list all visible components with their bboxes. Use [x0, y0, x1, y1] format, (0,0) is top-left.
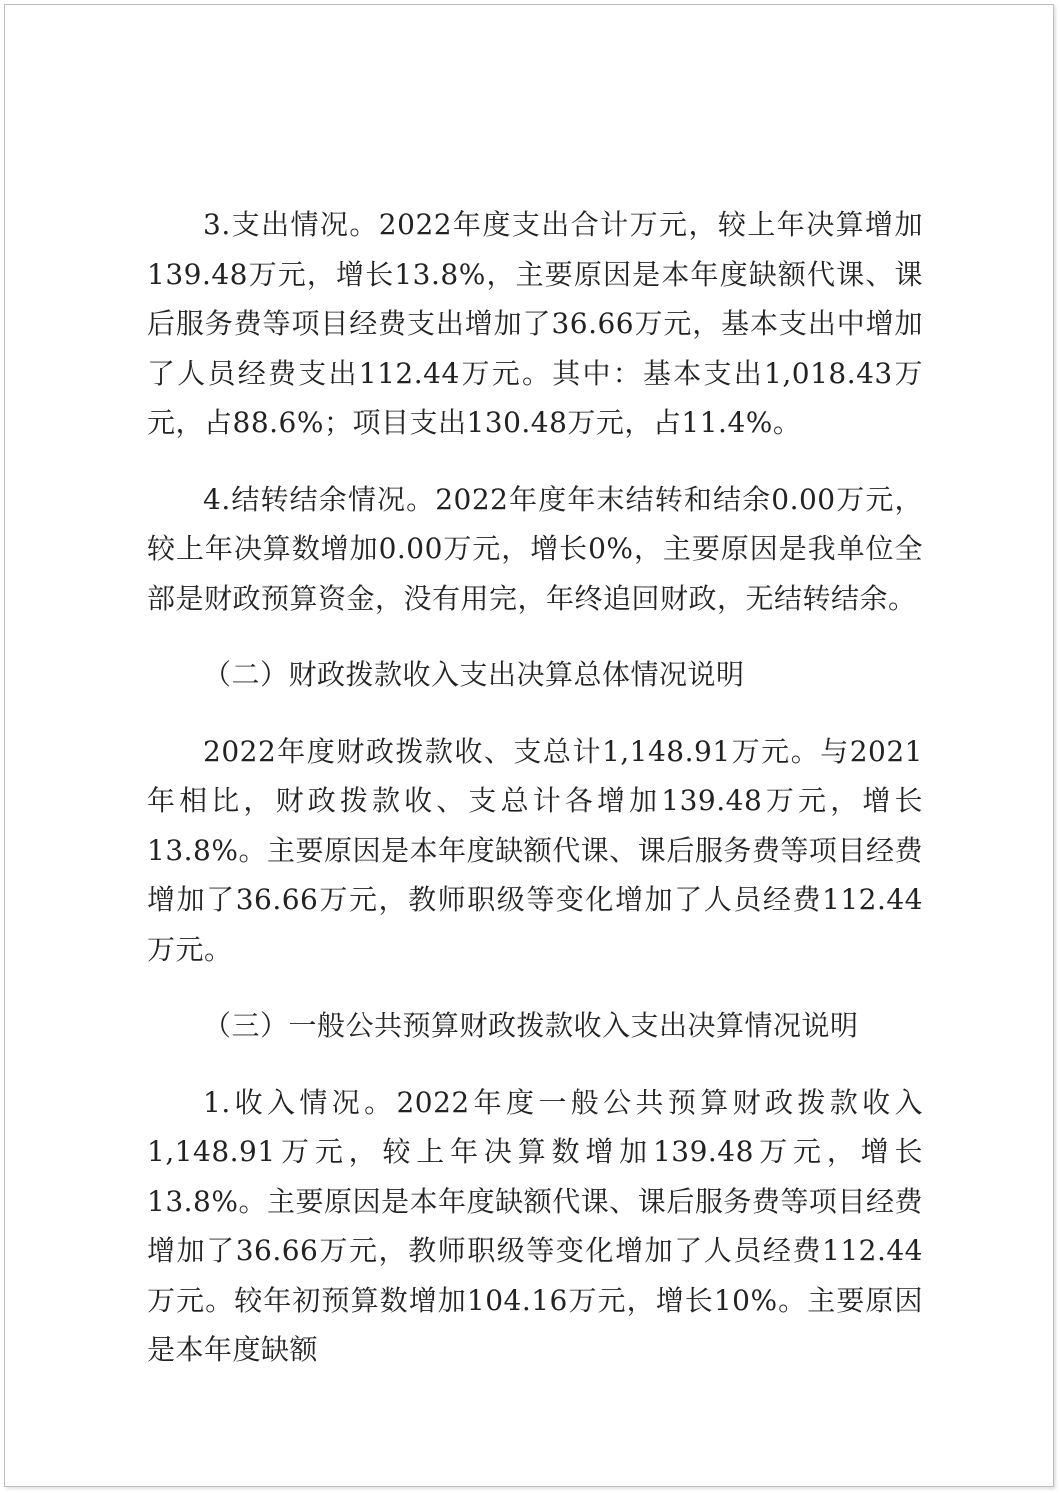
section-heading-general-budget: （三）一般公共预算财政拨款收入支出决算情况说明 — [203, 1009, 859, 1042]
section-heading-fiscal-overview: （二）财政拨款收入支出决算总体情况说明 — [203, 658, 745, 691]
paragraph-income: 1.收入情况。2022年度一般公共预算财政拨款收入1,148.91万元，较上年决算数增加139.48万元，增长13.8%。主要原因是本年度缺额代课、课后服务费等项目经费增加了36.66万元，教师职级等变化增加了人员经费112.44万元。较年初预算数增加104.16万元，增长10%。主要原因是本年度缺额 — [147, 1085, 923, 1366]
paragraph-expenditure: 3.支出情况。2022年度支出合计万元，较上年决算增加139.48万元，增长13.8%，主要原因是本年度缺额代课、课后服务费等项目经费支出增加了36.66万元，基本支出中增加了人员经费支出112.44万元。其中：基本支出1,018.43万元，占88.6%；项目支出130.48万元，占11.4%。 — [147, 208, 923, 439]
document-page — [4, 4, 1054, 1487]
paragraph-fiscal-overview: 2022年度财政拨款收、支总计1,148.91万元。与2021年相比，财政拨款收、支总计各增加139.48万元，增长13.8%。主要原因是本年度缺额代课、课后服务费等项目经费增加了36.66万元，教师职级等变化增加了人员经费112.44万元。 — [147, 734, 923, 966]
paragraph-carryover: 4.结转结余情况。2022年度年末结转和结余0.00万元，较上年决算数增加0.00万元，增长0%，主要原因是我单位全部是财政预算资金，没有用完，年终追回财政，无结转结余。 — [147, 482, 923, 615]
page-content — [147, 200, 923, 1375]
